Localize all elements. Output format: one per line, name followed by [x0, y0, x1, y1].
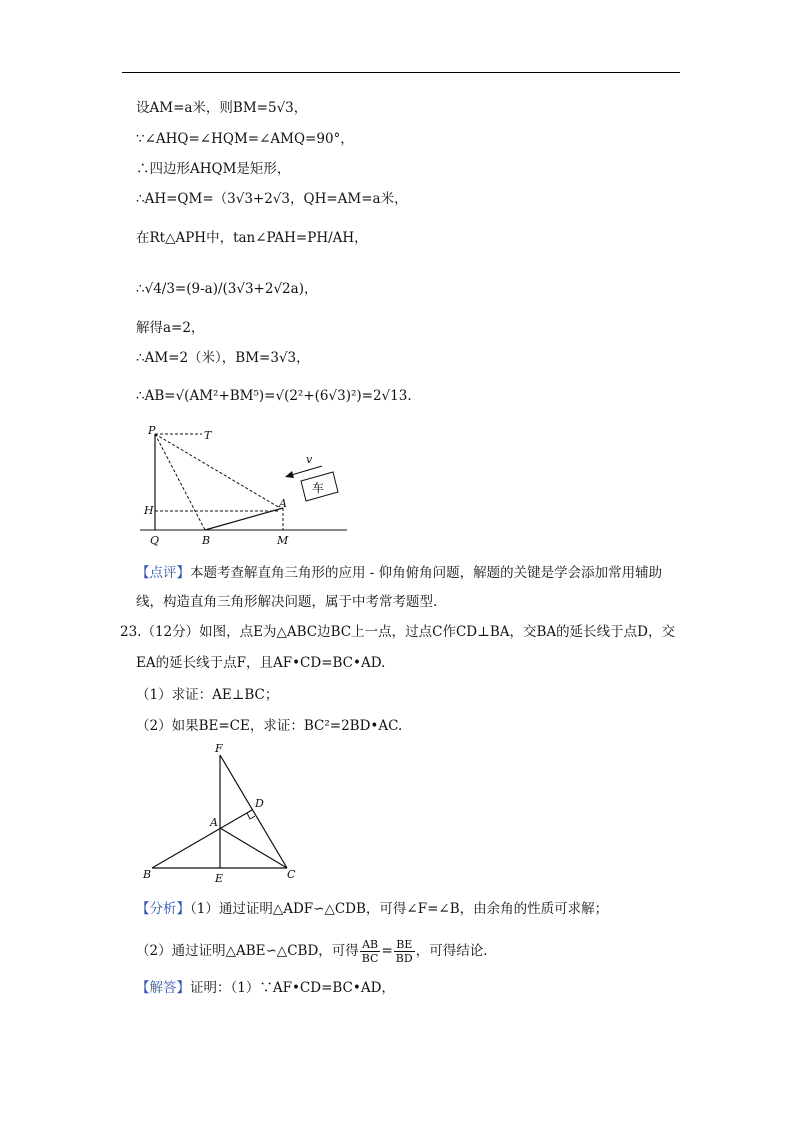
label-car: 车	[312, 481, 325, 495]
analysis-tag: 【分析】	[136, 901, 190, 917]
label-P: P	[148, 424, 156, 437]
answer-tag: 【解答】	[136, 980, 190, 996]
analysis-line-2: （2）通过证明△ABE∽△CBD，可得 $\frac{AB}{BC}$ = $\frac{BE}{BD}$ ，可得结论.	[136, 938, 488, 965]
solution-line-5: 在Rt△APH中，tan∠PAH=PH/AH，	[136, 230, 368, 246]
label-T: T	[204, 429, 212, 442]
solution-line-9: ∴AB=√(AM²+BM⁵)=√(2²+(6√3)²)=2√13.	[136, 388, 412, 404]
velocity-arrow	[288, 466, 322, 476]
solution-line-2: ∵∠AHQ=∠HQM=∠AMQ=90°，	[136, 131, 354, 147]
solution-line-6: ∴√4/3=(9-a)/(3√3+2√2a)，	[136, 281, 318, 297]
incline-figure	[140, 420, 355, 548]
sight-line-PB	[155, 434, 205, 530]
solution-line-1: 设AM=a米，则BM=5√3，	[136, 100, 308, 116]
segment-BD	[152, 810, 252, 868]
segment-FC	[220, 755, 287, 868]
arrow-head	[285, 471, 294, 478]
comment-line-1: 【点评】本题考查解直角三角形的应用 - 仰角俯角问题，解题的关键是学会添加常用辅助	[136, 565, 663, 581]
answer-line: 【解答】证明：（1）∵AF•CD=BC•AD，	[136, 980, 395, 996]
label-A: A	[279, 497, 287, 510]
fraction-BE-BD: $\frac{BE}{BD}$	[395, 938, 413, 965]
comment-tag: 【点评】	[136, 565, 190, 581]
problem-line-1: 23.（12分）如图，点E为△ABC边BC上一点，过点C作CD⊥BA，交BA的延长线于点D，交	[120, 624, 675, 640]
label-B: B	[202, 534, 211, 547]
triangle-figure	[140, 740, 300, 885]
label-F: F	[215, 742, 223, 755]
solution-line-4: ∴AH=QM=（3√3+2√3，QH=AM=a米，	[136, 191, 408, 207]
right-angle-mark	[247, 813, 255, 819]
problem-line-2: EA的延长线于点F，且AF•CD=BC•AD.	[136, 655, 386, 671]
solution-line-3: ∴四边形AHQM是矩形，	[136, 161, 291, 177]
label-E: E	[215, 872, 224, 885]
label-D: D	[255, 797, 264, 810]
label-H: H	[144, 504, 154, 517]
solution-line-8: ∴AM=2（米），BM=3√3，	[136, 350, 310, 366]
segment-AC	[220, 828, 287, 868]
solution-line-7: 解得a=2，	[136, 320, 205, 336]
problem-question-2: （2）如果BE=CE，求证：BC²=2BD•AC.	[136, 718, 403, 734]
label-v: v	[306, 453, 313, 466]
label-A2: A	[210, 816, 218, 829]
label-C: C	[287, 868, 296, 881]
label-B2: B	[143, 868, 152, 881]
problem-question-1: （1）求证：AE⊥BC；	[136, 687, 279, 703]
label-Q: Q	[150, 534, 160, 547]
label-M: M	[277, 534, 289, 547]
comment-line-2: 线，构造直角三角形解决问题，属于中考常考题型.	[136, 594, 438, 610]
header-rule	[122, 72, 680, 73]
fraction-AB-BC: $\frac{AB}{BC}$	[361, 938, 379, 965]
analysis-line-1: 【分析】（1）通过证明△ADF∽△CDB，可得∠F=∠B，由余角的性质可求解；	[136, 901, 609, 917]
